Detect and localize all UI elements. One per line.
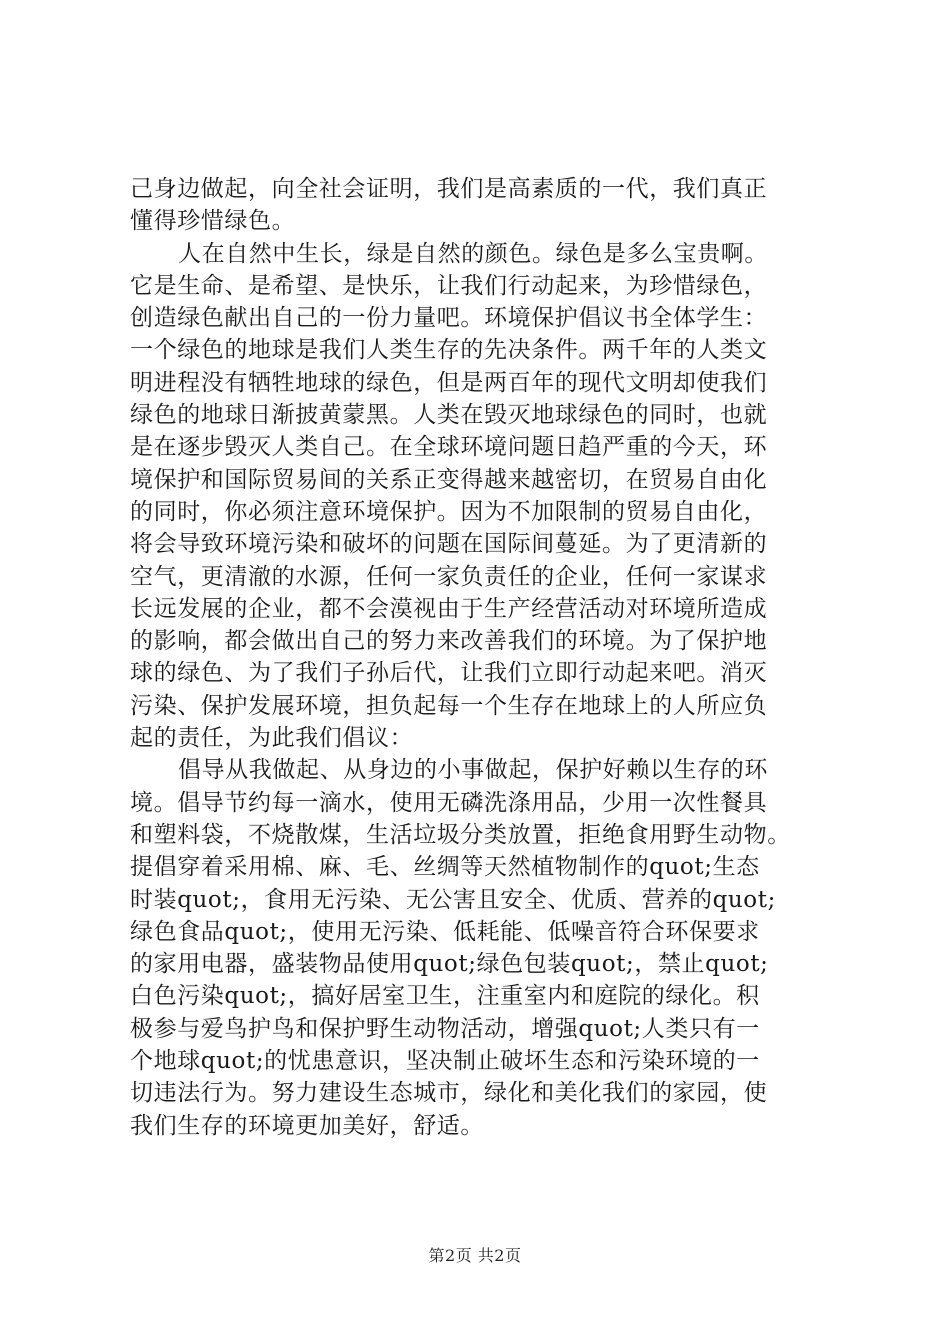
page-number-footer: 第2页 共2页 — [428, 1246, 522, 1265]
text-line: 它是生命、是希望、是快乐，让我们行动起来，为珍惜绿色， — [130, 272, 768, 299]
text-line: 我们生存的环境更加美好，舒适。 — [130, 1112, 484, 1139]
text-line: 将会导致环境污染和破坏的问题在国际间蔓延。为了更清新的 — [130, 531, 768, 558]
text-line: 境保护和国际贸易间的关系正变得越来越密切，在贸易自由化 — [130, 466, 768, 493]
document-body — [130, 173, 830, 1142]
text-line: 是在逐步毁灭人类自己。在全球环境问题日趋严重的今天，环 — [130, 434, 768, 461]
text-line: 创造绿色献出自己的一份力量吧。环境保护倡议书全体学生： — [130, 305, 768, 332]
text-line: 个地球quot;的忧患意识，坚决制止破坏生态和污染环境的一 — [130, 1048, 760, 1075]
text-line: 懂得珍惜绿色。 — [130, 208, 296, 235]
text-line: 明进程没有牺牲地球的绿色，但是两百年的现代文明却使我们 — [130, 369, 768, 396]
text-line: 境。倡导节约每一滴水，使用无磷洗涤用品，少用一次性餐具 — [130, 789, 768, 816]
text-line: 的影响，都会做出自己的努力来改善我们的环境。为了保护地 — [130, 628, 768, 655]
text-line: 提倡穿着采用棉、麻、毛、丝绸等天然植物制作的quot;生态 — [130, 854, 760, 881]
text-line: 极参与爱鸟护鸟和保护野生动物活动，增强quot;人类只有一 — [130, 1015, 760, 1042]
paragraph-start-line: 人在自然中生长，绿是自然的颜色。绿色是多么宝贵啊。 — [178, 240, 768, 267]
text-line: 的家用电器，盛装物品使用quot;绿色包装quot;，禁止quot; — [130, 951, 769, 978]
text-line: 己身边做起，向全社会证明，我们是高素质的一代，我们真正 — [130, 176, 768, 202]
text-line: 球的绿色、为了我们子孙后代，让我们立即行动起来吧。消灭 — [130, 660, 768, 687]
text-line: 时装quot;，食用无污染、无公害且安全、优质、营养的quot; — [130, 886, 776, 913]
text-line: 污染、保护发展环境，担负起每一个生存在地球上的人所应负 — [130, 692, 768, 719]
text-line: 白色污染quot;，搞好居室卫生，注重室内和庭院的绿化。积 — [130, 983, 760, 1010]
text-line: 的同时，你必须注意环境保护。因为不加限制的贸易自由化， — [130, 498, 768, 525]
text-line: 一个绿色的地球是我们人类生存的先决条件。两千年的人类文 — [130, 337, 768, 364]
paragraph-start-line: 倡导从我做起、从身边的小事做起，保护好赖以生存的环 — [178, 757, 768, 784]
text-line: 绿色食品quot;，使用无污染、低耗能、低噪音符合环保要求 — [130, 918, 760, 945]
text-line: 起的责任，为此我们倡议： — [130, 725, 414, 752]
text-line: 和塑料袋，不烧散煤，生活垃圾分类放置，拒绝食用野生动物。 — [130, 821, 791, 848]
text-line: 空气，更清澈的水源，任何一家负责任的企业，任何一家谋求 — [130, 563, 768, 590]
text-line: 长远发展的企业，都不会漠视由于生产经营活动对环境所造成 — [130, 595, 768, 622]
text-line: 切违法行为。努力建设生态城市，绿化和美化我们的家园，使 — [130, 1080, 768, 1107]
text-line: 绿色的地球日渐披黄蒙黑。人类在毁灭地球绿色的同时，也就 — [130, 402, 768, 429]
